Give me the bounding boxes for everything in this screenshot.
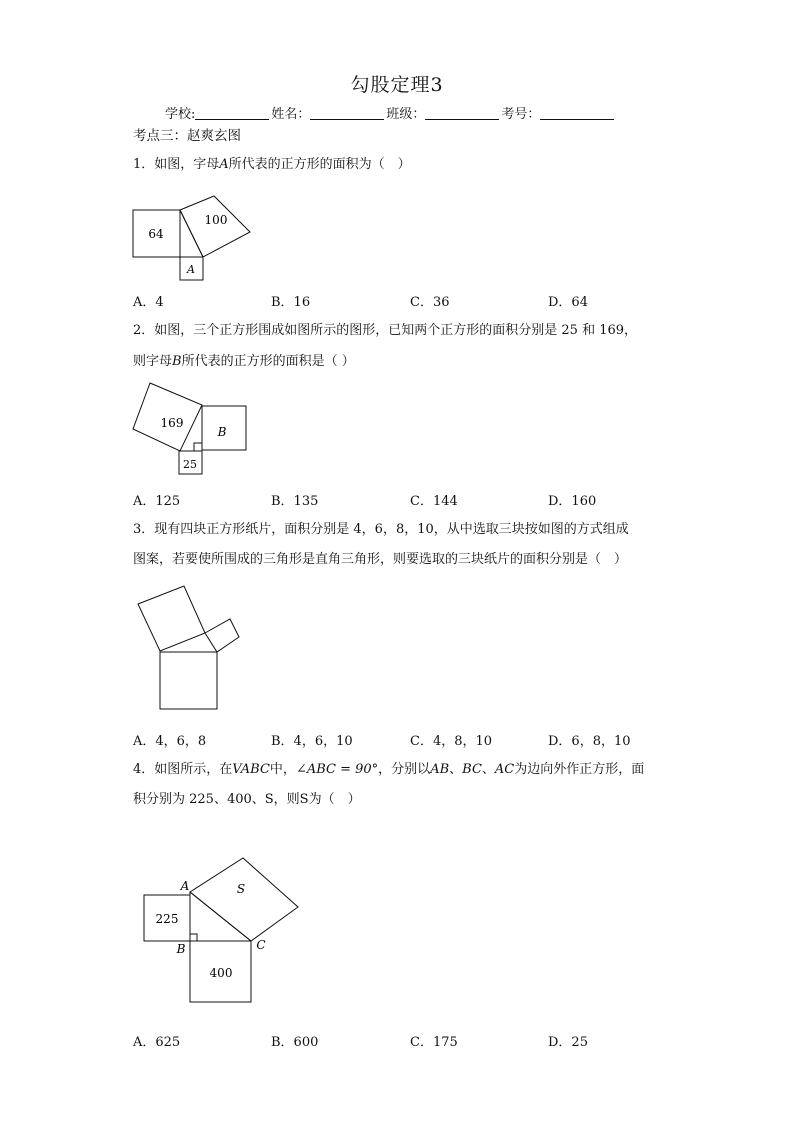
- question-1-text: [133, 155, 411, 175]
- q1-option-d[interactable]: D．64: [548, 295, 588, 310]
- q4-triangle: VABC: [232, 762, 270, 777]
- q2-var: B: [172, 354, 182, 369]
- q4-option-a[interactable]: A．625: [133, 1035, 181, 1050]
- question-2-line-1: 2．如图，三个正方形围成如图所示的图形，已知两个正方形的面积分别是 25 和 169，: [133, 323, 638, 338]
- q3-option-c[interactable]: C．4，8，10: [410, 734, 493, 749]
- q3-square-left: [138, 586, 205, 651]
- q1-label-100: 100: [204, 213, 228, 227]
- q3-square-right: [205, 619, 239, 652]
- school-label: 学校:: [165, 107, 196, 122]
- q4-option-d[interactable]: D．25: [548, 1035, 588, 1050]
- q1-hypotenuse: [180, 210, 203, 257]
- q4-hypotenuse: [190, 892, 251, 941]
- q2-option-b[interactable]: B．135: [271, 494, 319, 509]
- q4-square-s: [190, 858, 298, 941]
- name-blank: [310, 107, 384, 120]
- q4-option-c[interactable]: C．175: [410, 1035, 458, 1050]
- q1-label-a: A: [187, 263, 195, 276]
- q4-side-ac: AC: [494, 762, 515, 777]
- number-label: 考号：: [501, 107, 541, 122]
- q4-figure: [135, 855, 305, 1007]
- q4-label-225: 225: [155, 912, 179, 926]
- school-blank: [195, 107, 269, 120]
- q1-figure: [130, 195, 255, 283]
- q2-label-169: 169: [160, 416, 184, 430]
- class-label: 班级：: [386, 107, 426, 122]
- q2-option-d[interactable]: D．160: [548, 494, 597, 509]
- q4-vertex-b: B: [176, 942, 186, 956]
- q3-option-a[interactable]: A．4，6，8: [133, 734, 207, 749]
- q4-vertex-a: A: [180, 879, 190, 893]
- q2-option-c[interactable]: C．144: [410, 494, 458, 509]
- question-3-line-1: 3．现有四块正方形纸片，面积分别是 4，6，8，10，从中选取三块按如图的方式组成: [133, 522, 629, 537]
- page-title: 勾股定理3: [350, 74, 444, 96]
- q4-text-b: 中，: [269, 762, 296, 777]
- number-blank: [540, 107, 614, 120]
- q2-label-b: B: [217, 425, 227, 439]
- q4-vertex-c: C: [256, 938, 266, 952]
- q4-side-ab: AB: [430, 762, 450, 777]
- q4-sep-1: 、: [449, 762, 463, 777]
- q4-sep-2: 、: [481, 762, 495, 777]
- q1-text-b: 所代表的正方形的面积为（ ）: [228, 157, 411, 172]
- q1-option-a[interactable]: A．4: [133, 295, 164, 310]
- q1-var: A: [219, 157, 229, 172]
- question-4-line-2: 积分别为 225、400、S，则S为（ ）: [133, 792, 361, 807]
- q2-text-b: 所代表的正方形的面积是（ ）: [181, 354, 355, 369]
- q2-text-a: 则字母: [133, 354, 173, 369]
- q1-option-c[interactable]: C．36: [410, 295, 450, 310]
- question-4-line-1: [133, 760, 644, 780]
- q2-figure: [130, 378, 255, 478]
- q4-right-angle-mark: [190, 934, 197, 941]
- q1-text-a: 1．如图，字母: [133, 157, 220, 172]
- q3-square-bottom: [160, 652, 217, 709]
- q1-option-b[interactable]: B．16: [271, 295, 311, 310]
- question-2-line-2: [133, 352, 355, 372]
- question-3-line-2: 图案，若要使所围成的三角形是直角三角形，则要选取的三块纸片的面积分别是（ ）: [133, 552, 628, 567]
- q3-option-d[interactable]: D．6，8，10: [548, 734, 631, 749]
- q2-right-angle-mark: [194, 443, 202, 451]
- class-blank: [425, 107, 499, 120]
- q4-side-bc: BC: [462, 762, 482, 777]
- q3-figure: [130, 583, 250, 713]
- q4-option-b[interactable]: B．600: [271, 1035, 319, 1050]
- q4-text-a: 4．如图所示，在: [133, 762, 233, 777]
- q4-label-400: 400: [209, 966, 233, 980]
- section-heading: 考点三：赵爽玄图: [133, 128, 241, 144]
- q4-text-c: ，分别以: [378, 762, 431, 777]
- q4-label-s: S: [236, 882, 246, 896]
- name-label: 姓名：: [271, 107, 311, 122]
- q2-option-a[interactable]: A．125: [133, 494, 181, 509]
- q3-option-b[interactable]: B．4，6，10: [271, 734, 353, 749]
- q2-label-25: 25: [183, 458, 197, 471]
- q4-text-d: 为边向外作正方形，面: [514, 762, 645, 777]
- q1-label-64: 64: [148, 227, 164, 241]
- q4-angle: ∠ABC = 90°: [295, 762, 379, 777]
- student-info-line: [165, 103, 616, 122]
